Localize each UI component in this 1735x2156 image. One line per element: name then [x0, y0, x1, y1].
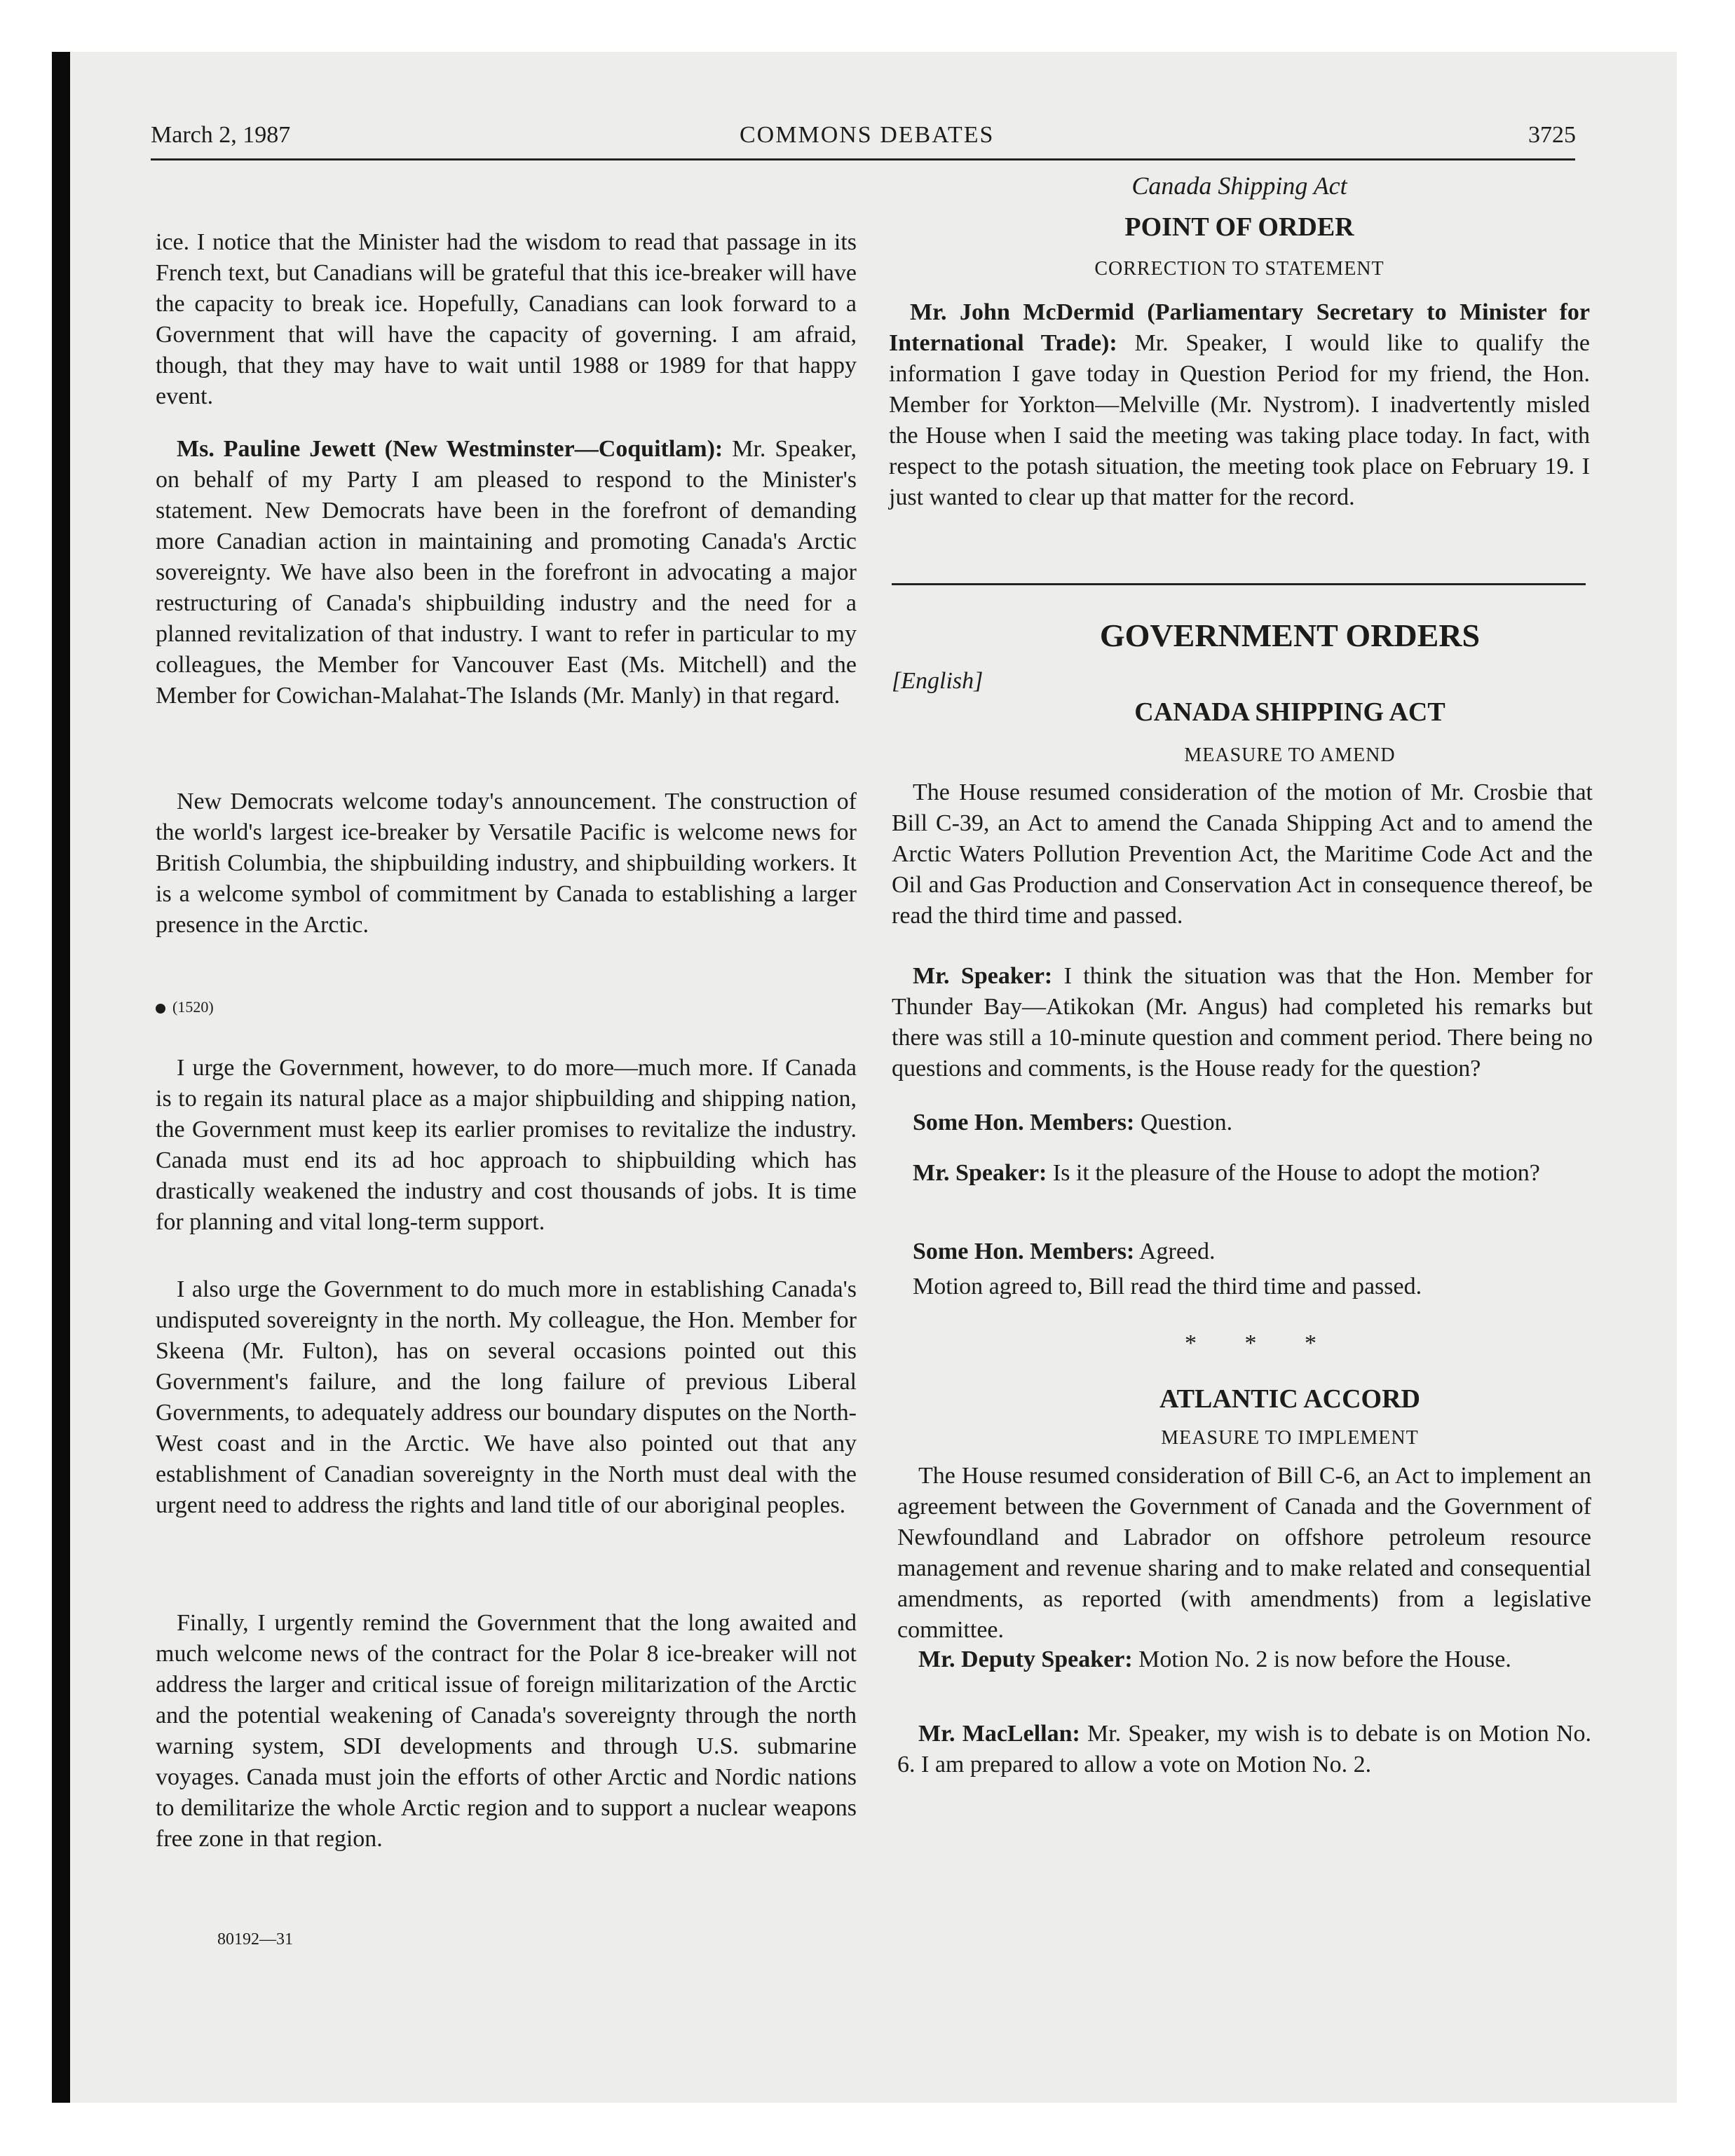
left-paragraph-4: I urge the Government, however, to do more—much more. If Canada is to regain its natural place as a major shipbuilding and shipping nation, the Government must keep its earlier promises to revitalize the industry. Canada must end its ad hoc approach to shipbuilding which has drastically weakened the industry and cost thousands of jobs. It is time for planning and vital long-term support. — [156, 1055, 857, 1235]
right-paragraph-10: Mr. MacLellan: Mr. Speaker, my wish is to debate is on Motion No. 6. I am prepared to allow a vote on Motion No. 2. — [897, 1721, 1592, 1778]
page-number: 3725 — [1528, 122, 1576, 148]
speaker-name: Some Hon. Members: — [913, 1110, 1135, 1135]
bill-1-subtitle: MEASURE TO AMEND — [1184, 744, 1396, 766]
bill-1-title: CANADA SHIPPING ACT — [1134, 697, 1445, 727]
section-break-stars: * * * — [1185, 1330, 1338, 1356]
right-paragraph-6: Some Hon. Members: Agreed. — [892, 1236, 1593, 1267]
bill-2-subtitle: MEASURE TO IMPLEMENT — [1161, 1427, 1419, 1449]
section-divider — [892, 583, 1586, 585]
right-paragraph-2: The House resumed consideration of the motion of Mr. Crosbie that Bill C-39, an Act to amend the Canada Shipping Act and to amend the Arctic Waters Pollution Prevention Act, the Maritime Code Act and the Oil and Gas Production and Conservation Act in consequence thereof, be read the third time and passed. — [892, 779, 1593, 929]
left-paragraph-6: Finally, I urgently remind the Government that the long awaited and much welcome news of the contract for the Polar 8 ice-breaker will not address the larger and critical issue of foreign militarization of the Arctic and the potential weakening of Canada's sovereignty through the north warning system, SDI developments and through U.S. submarine voyages. Canada must join the efforts of other Arctic and Nordic nations to demilitarize the whole Arctic region and to support a nuclear weapons free zone in that region. — [156, 1610, 857, 1852]
speaker-name: Mr. Speaker: — [913, 1160, 1047, 1186]
header-rule — [151, 158, 1575, 161]
header-title: COMMONS DEBATES — [740, 122, 995, 148]
bullet-icon — [156, 1004, 165, 1014]
bill-2-title: ATLANTIC ACCORD — [1159, 1384, 1420, 1414]
right-paragraph-7: Motion agreed to, Bill read the third time and passed. — [913, 1274, 1422, 1299]
speaker-name: Mr. Speaker: — [913, 963, 1053, 989]
right-paragraph-9: Mr. Deputy Speaker: Motion No. 2 is now before the House. — [897, 1644, 1591, 1675]
time-marker: (1520) — [156, 998, 214, 1016]
speaker-name: Ms. Pauline Jewett (New Westminster—Coquitlam): — [177, 436, 723, 462]
left-paragraph-3: New Democrats welcome today's announcement. The construction of the world's largest ice-breaker by Versatile Pacific is welcome news for British Columbia, the shipbuilding industry, and shipbuilding workers. It is a welcome symbol of commitment by Canada to establishing a larger presence in the Arctic. — [156, 789, 857, 938]
speaker-name: Mr. John McDermid (Parliamentary Secretary to Minister for International Trade): — [889, 299, 1590, 356]
speaker-name: Mr. MacLellan: — [918, 1721, 1080, 1747]
left-paragraph-1: ice. I notice that the Minister had the wisdom to read that passage in its French text, but Canadians will be grateful that this ice-breaker will have the capacity to break ice. Hopefully, Canadians can look forward to a Government that will have the capacity of governing. I am afraid, though, that they may have to wait until 1988 or 1989 for that happy event. — [156, 229, 857, 409]
speaker-name: Some Hon. Members: — [913, 1239, 1135, 1264]
footer-code: 80192—31 — [217, 1930, 293, 1949]
left-paragraph-5: I also urge the Government to do much more in establishing Canada's undisputed sovereignty in the north. My colleague, the Hon. Member for Skeena (Mr. Fulton), has on several occasions pointed out this Government's failure, and the long failure of previous Liberal Governments, to adequately address our boundary disputes on the North-West coast and in the Arctic. We have also pointed out that any establishment of Canadian sovereignty in the North must deal with the urgent need to address the rights and land title of our aboriginal peoples. — [156, 1276, 857, 1518]
left-paragraph-2: Ms. Pauline Jewett (New Westminster—Coquitlam): Mr. Speaker, on behalf of my Party I am pleased to respond to the Minister's statement. New Democrats have been in the forefront of demanding more Canadian action in maintaining and promoting Canada's Arctic sovereignty. We have also been in the forefront in advocating a major restructuring of Canada's shipbuilding industry and the need for a planned revitalization of that industry. I want to refer in particular to my colleagues, the Member for Vancouver East (Ms. Mitchell) and the Member for Cowichan-Malahat-The Islands (Mr. Manly) in that regard. — [156, 436, 857, 709]
right-paragraph-1: Mr. John McDermid (Parliamentary Secretary to Minister for International Trade): Mr. Speaker, I would like to qualify the information I gave today in Question Period for my friend, the Hon. Member for Yorkton—Melville (Mr. Nystrom). I inadvertently misled the House when I said the meeting was taking place today. In fact, with respect to the potash situation, the meeting took place on February 19. I just wanted to clear up that matter for the record. — [889, 299, 1591, 510]
section-running-title: Canada Shipping Act — [1131, 172, 1347, 200]
right-paragraph-8: The House resumed consideration of Bill C-6, an Act to implement an agreement between the Government of Canada and the Government of Newfoundland and Labrador on offshore petroleum resource management and revenue sharing and to make related and consequential amendments, as reported (with amendments) from a legislative committee. — [897, 1463, 1591, 1643]
right-paragraph-3: Mr. Speaker: I think the situation was that the Hon. Member for Thunder Bay—Atikokan (Mr. Angus) had completed his remarks but there was still a 10-minute question and comment period. There being no questions and comments, is the House ready for the question? — [892, 963, 1593, 1082]
right-paragraph-4: Some Hon. Members: Question. — [892, 1107, 1593, 1138]
scan-edge — [52, 52, 70, 2103]
right-paragraph-5: Mr. Speaker: Is it the pleasure of the House to adopt the motion? — [892, 1158, 1593, 1189]
point-of-order-heading: POINT OF ORDER — [1124, 212, 1354, 242]
speaker-name: Mr. Deputy Speaker: — [918, 1646, 1133, 1672]
language-note: [English] — [892, 668, 984, 694]
correction-subheading: CORRECTION TO STATEMENT — [1094, 258, 1384, 280]
government-orders-heading: GOVERNMENT ORDERS — [1099, 618, 1481, 653]
header-date: March 2, 1987 — [151, 122, 291, 148]
document-page — [70, 52, 1677, 2103]
